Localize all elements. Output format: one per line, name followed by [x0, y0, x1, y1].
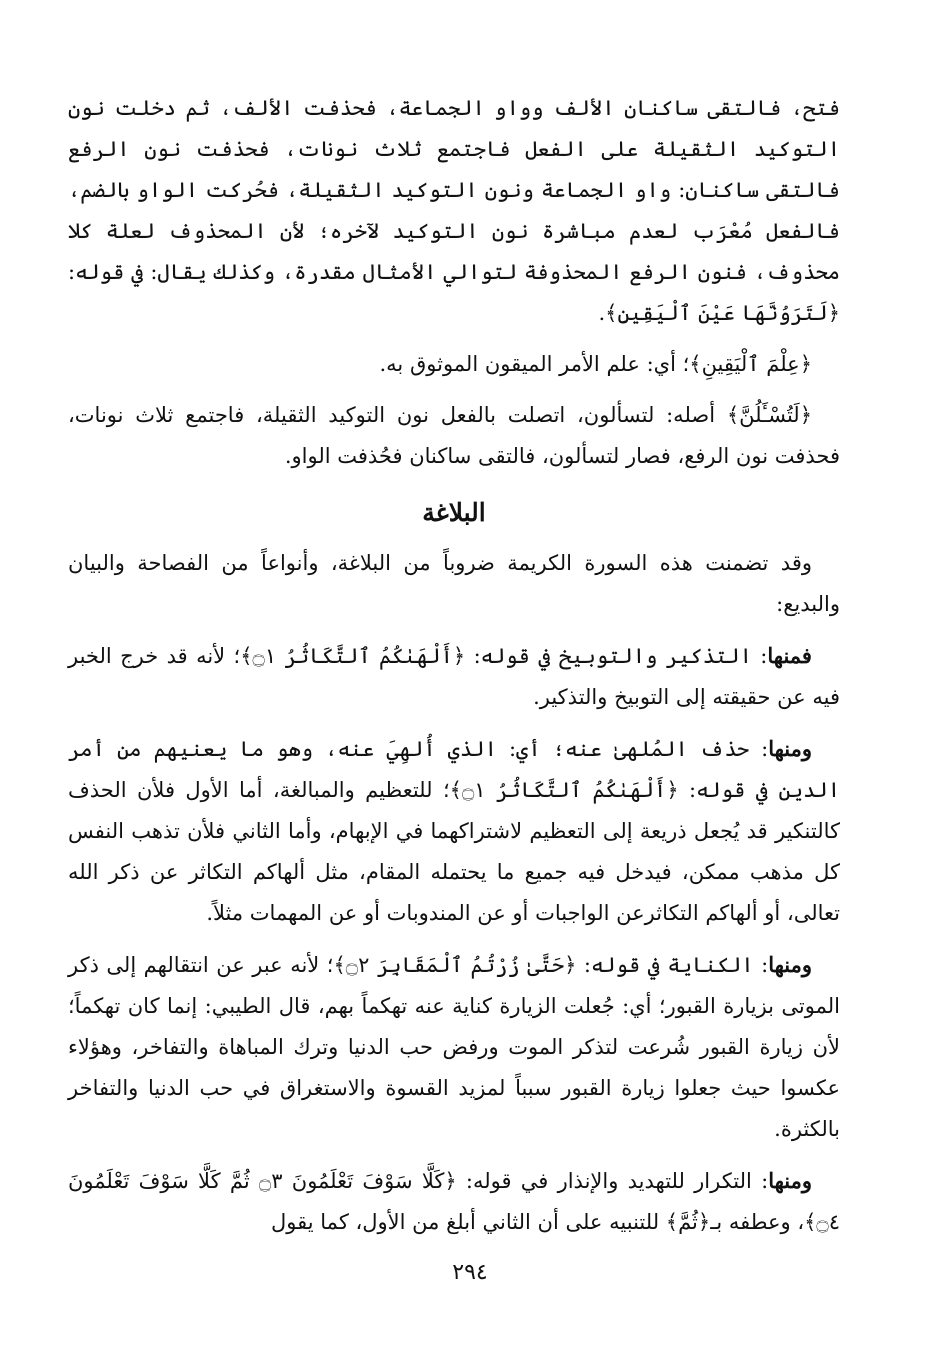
paragraph-intro: وقد تضمنت هذه السورة الكريمة ضروباً من البلاغة، وأنواعاً من الفصاحة والبيان والبديع: [68, 551, 840, 616]
section-heading-balagha: البلاغة [422, 498, 486, 527]
lead-word: ومنها [768, 736, 812, 761]
paragraph-hadhf [68, 728, 840, 934]
paragraph-text: : التذكير والتوبيخ في قوله: ﴿أَلْهَىٰكُمُ ٱلتَّكَاثُرُ ۝١﴾؛ لأنه قد خرج الخبر فيه عن حقيقته إلى التوبيخ والتذكير. [68, 644, 840, 709]
page-body [68, 88, 840, 1253]
paragraph-text: : الكناية في قوله: ﴿حَتَّىٰ زُرْتُمُ ٱلْمَقَابِرَ ۝٢﴾؛ لأنه عبر عن انتقالهم إلى ذكر الموتى بزيارة القبور؛ أي: جُعلت الزيارة كناية عنه تهكماً بهم، قال الطيبي: إنما كان تهكماً؛ لأن زيارة القبور شُرعت لتذكر الموت ورفض حب الدنيا وترك المباهاة والتفاخر، وهؤلاء عكسوا حيث جعلوا زيارة القبور سبباً لمزيد القسوة والاستغراق في حب الدنيا والتفاخر بالكثرة. [68, 953, 840, 1141]
paragraph-grammar-continuation: فتح، فالتقى ساكنان الألف وواو الجماعة، فحذفت الألف، ثم دخلت نون التوكيد الثقيلة على الفعل فاجتمع ثلاث نونات، فحذفت نون الرفع فالتقى ساكنان: واو الجماعة ونون التوكيد الثقيلة، فحُركت الواو بالضم، فالفعل مُعْرَب لعدم مباشرة نون التوكيد لآخره؛ لأن المحذوف لعلة كلا محذوف، فنون الرفع المحذوفة لتوالي الأمثال مقدرة، وكذلك يقال: في قوله: ﴿لَتَرَوُنَّهَا عَيْنَ ٱلْيَقِينِ﴾. [68, 96, 840, 325]
lead-word: ومنها [768, 952, 812, 977]
paragraph-text: : حذف المُلهىٰ عنه؛ أي: الذي أُلهِيَ عنه، وهو ما يعنيهم من أمر الدين في قوله: ﴿أَلْهَىٰكُمُ ٱلتَّكَاثُرُ ۝١﴾؛ للتعظيم والمبالغة، أما الأول فلأن الحذف كالتنكير قد يُجعل ذريعة إلى التعظيم لاشتراكهما في الإبهام، وأما الثاني فلأن تذهب النفس كل مذهب ممكن، فيدخل فيه جميع ما يحتمله المقام، مثل ألهاكم التكاثر عن ذكر الله تعالى، أو ألهاكم التكاثرعن الواجبات أو عن المندوبات أو عن المهمات مثلاً. [68, 737, 841, 925]
paragraph-tadhkir [68, 635, 840, 718]
lead-word: ومنها [768, 1168, 813, 1193]
paragraph-text: : التكرار للتهديد والإنذار في قوله: ﴿كَلَّا سَوْفَ تَعْلَمُونَ ۝٣ ثُمَّ كَلَّا سَوْفَ تَعْلَمُونَ ۝٤﴾، وعطفه بـ﴿ثُمَّ﴾ للتنبيه على أن الثاني أبلغ من الأول، كما يقول [68, 1169, 840, 1234]
paragraph-takrar [68, 1160, 840, 1243]
paragraph-ilm-al-yaqin: ﴿عِلْمَ ٱلْيَقِينِ﴾؛ أي: علم الأمر الميقون الموثوق به. [379, 352, 812, 376]
paragraph-kinaya [68, 944, 840, 1150]
paragraph-latusalunna: ﴿لَتُسْـَٔلُنَّ﴾ أصله: لتسألون، اتصلت بالفعل نون التوكيد الثقيلة، فاجتمع ثلاث نونات، فحذفت نون الرفع، فصار لتسألون، فالتقى ساكنان فحُذفت الواو. [68, 403, 840, 468]
page-number: ٢٩٤ [452, 1260, 488, 1285]
lead-word: فمنها [767, 643, 812, 668]
